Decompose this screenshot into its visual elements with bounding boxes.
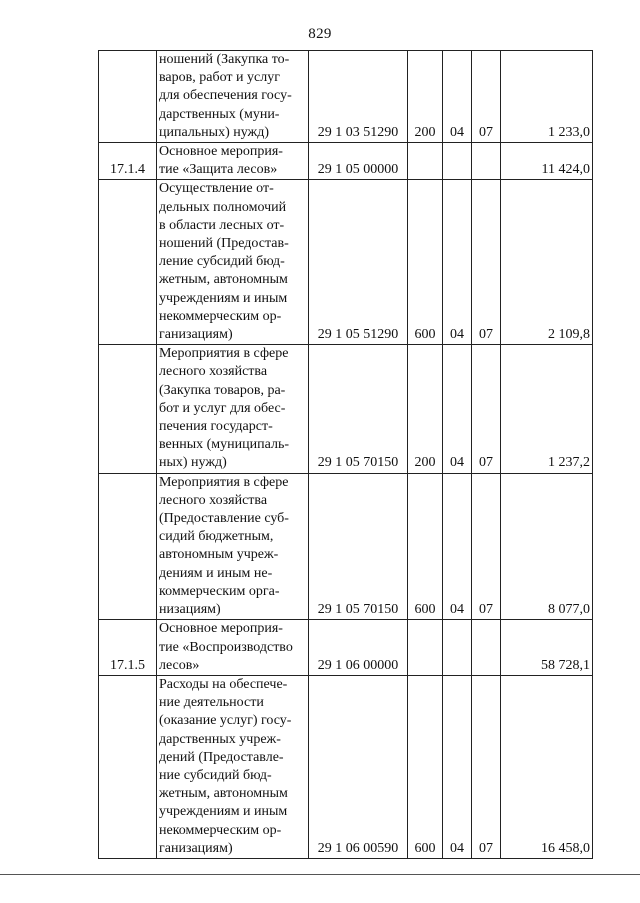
row-expense-type: 600 [408, 675, 443, 858]
row-name: Основное мероприя- тие «Воспроизводство лесов» [157, 620, 309, 676]
row-expense-type [408, 620, 443, 676]
row-code: 29 1 05 51290 [309, 180, 408, 345]
row-amount: 8 077,0 [501, 473, 593, 620]
row-expense-type: 200 [408, 345, 443, 473]
table-row [99, 180, 593, 345]
row-name: ношений (Закупка то- варов, работ и услуг для обеспечения госу- дарственных (муни- ципальных) нужд) [157, 51, 309, 143]
row-subsection: 07 [472, 51, 501, 143]
row-subsection: 07 [472, 180, 501, 345]
table-row [99, 473, 593, 620]
row-subsection: 07 [472, 345, 501, 473]
row-section: 04 [443, 51, 472, 143]
row-subsection: 07 [472, 473, 501, 620]
row-amount: 58 728,1 [501, 620, 593, 676]
row-expense-type: 600 [408, 180, 443, 345]
row-number: 17.1.4 [99, 143, 157, 180]
row-subsection [472, 620, 501, 676]
row-name: Мероприятия в сфере лесного хозяйства (Предоставление суб- сидий бюджетным, автономным учреж- дениям и иным не- коммерческим орга- низациям) [157, 473, 309, 620]
row-code: 29 1 05 70150 [309, 473, 408, 620]
page-bottom-border [0, 874, 640, 875]
row-number [99, 345, 157, 473]
table-row [99, 620, 593, 676]
row-name: Основное мероприя- тие «Защита лесов» [157, 143, 309, 180]
row-expense-type: 600 [408, 473, 443, 620]
row-name: Мероприятия в сфере лесного хозяйства (Закупка товаров, ра- бот и услуг для обес- печения государст- венных (муниципаль- ных) нужд) [157, 345, 309, 473]
row-number [99, 51, 157, 143]
row-section: 04 [443, 675, 472, 858]
row-amount: 11 424,0 [501, 143, 593, 180]
table-row [99, 143, 593, 180]
row-subsection: 07 [472, 675, 501, 858]
row-amount: 16 458,0 [501, 675, 593, 858]
row-code: 29 1 06 00000 [309, 620, 408, 676]
row-amount: 1 237,2 [501, 345, 593, 473]
row-code: 29 1 06 00590 [309, 675, 408, 858]
row-subsection [472, 143, 501, 180]
table-row [99, 345, 593, 473]
row-expense-type: 200 [408, 51, 443, 143]
row-amount: 2 109,8 [501, 180, 593, 345]
table-row [99, 51, 593, 143]
row-section: 04 [443, 180, 472, 345]
row-section [443, 620, 472, 676]
row-section: 04 [443, 473, 472, 620]
table-row [99, 675, 593, 858]
row-number [99, 180, 157, 345]
page-number: 829 [308, 26, 332, 42]
row-name: Осуществление от- дельных полномочий в области лесных от- ношений (Предостав- ление субсидий бюд- жетным, автономным учреждениям и иным некоммерческим ор- ганизациям) [157, 180, 309, 345]
row-code: 29 1 05 00000 [309, 143, 408, 180]
row-number [99, 675, 157, 858]
row-section: 04 [443, 345, 472, 473]
row-number: 17.1.5 [99, 620, 157, 676]
row-code: 29 1 03 51290 [309, 51, 408, 143]
row-code: 29 1 05 70150 [309, 345, 408, 473]
row-amount: 1 233,0 [501, 51, 593, 143]
row-number [99, 473, 157, 620]
row-expense-type [408, 143, 443, 180]
row-name: Расходы на обеспече- ние деятельности (оказание услуг) госу- дарственных учреж- дений (Предоставле- ние субсидий бюд- жетным, автономным учреждениям и иным некоммерческим ор- ганизациям) [157, 675, 309, 858]
row-section [443, 143, 472, 180]
budget-table [98, 50, 593, 859]
